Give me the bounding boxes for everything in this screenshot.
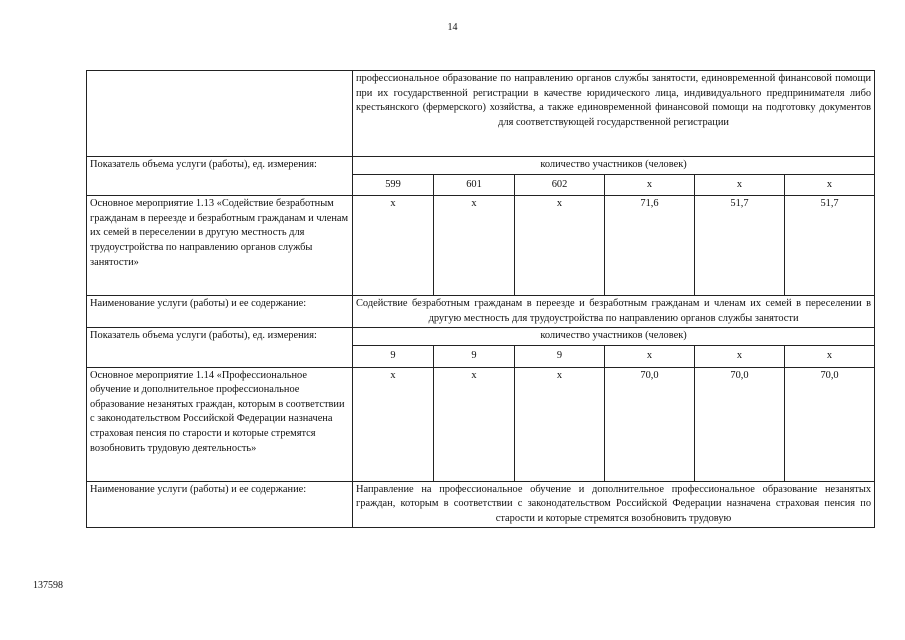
value-cell: 51,7 — [695, 196, 785, 296]
document-code: 137598 — [33, 580, 63, 591]
table-row — [87, 481, 875, 528]
value-cell: х — [353, 196, 434, 296]
table-row — [87, 157, 875, 175]
value-cell: 599 — [353, 174, 434, 196]
value-cell: 602 — [515, 174, 605, 196]
service-description: Направление на профессиональное обучение и дополнительное профессиональное образование незанятых граждан, которым в соответствии с законодательством Российской Федерации назначена страховая пенсия по старости и которые стремятся возобновить трудовую — [353, 481, 875, 528]
value-cell: х — [695, 345, 785, 367]
table-row — [87, 367, 875, 481]
program-table — [86, 70, 875, 528]
value-cell: 9 — [515, 345, 605, 367]
value-cell: х — [434, 196, 515, 296]
service-description-continued: профессиональное образование по направлению органов службы занятости, единовременной финансовой помощи при их государственной регистрации в качестве юридического лица, индивидуального предпринимателя либо крестьянского (фермерского) хозяйства, а также единовременной финансовой помощи на подготовку документов для соответствующей государственной регистрации — [353, 71, 875, 157]
service-label: Наименование услуги (работы) и ее содержание: — [87, 296, 353, 328]
empty-cell — [87, 71, 353, 157]
service-label: Наименование услуги (работы) и ее содержание: — [87, 481, 353, 528]
value-cell: х — [515, 196, 605, 296]
value-cell: х — [515, 367, 605, 481]
value-cell: х — [695, 174, 785, 196]
value-cell: 70,0 — [695, 367, 785, 481]
value-cell: 9 — [434, 345, 515, 367]
value-cell: 70,0 — [785, 367, 875, 481]
unit-label: количество участников (человек) — [353, 328, 875, 346]
measure-name: Основное мероприятие 1.13 «Содействие безработным гражданам в переезде и безработным гражданам и членам их семей в переселении в другую местность для трудоустройства по направлению органов службы занятости» — [87, 196, 353, 296]
value-cell: х — [605, 174, 695, 196]
value-cell: х — [605, 345, 695, 367]
table-row — [87, 71, 875, 157]
value-cell: х — [785, 174, 875, 196]
table-row — [87, 296, 875, 328]
value-cell: х — [785, 345, 875, 367]
page-number: 14 — [447, 22, 458, 33]
value-cell: х — [353, 367, 434, 481]
table-row — [87, 196, 875, 296]
value-cell: 9 — [353, 345, 434, 367]
indicator-label: Показатель объема услуги (работы), ед. измерения: — [87, 328, 353, 367]
indicator-label: Показатель объема услуги (работы), ед. измерения: — [87, 157, 353, 196]
value-cell: 51,7 — [785, 196, 875, 296]
value-cell: 70,0 — [605, 367, 695, 481]
measure-name: Основное мероприятие 1.14 «Профессиональное обучение и дополнительное профессиональное образование незанятых граждан, которым в соответствии с законодательством Российской Федерации назначена страховая пенсия по старости и которые стремятся возобновить трудовую деятельность» — [87, 367, 353, 481]
unit-label: количество участников (человек) — [353, 157, 875, 175]
service-description: Содействие безработным гражданам в переезде и безработным гражданам и членам их семей в переселении в другую местность для трудоустройства по направлению органов службы занятости — [353, 296, 875, 328]
value-cell: 71,6 — [605, 196, 695, 296]
value-cell: 601 — [434, 174, 515, 196]
value-cell: х — [434, 367, 515, 481]
table-row — [87, 328, 875, 346]
